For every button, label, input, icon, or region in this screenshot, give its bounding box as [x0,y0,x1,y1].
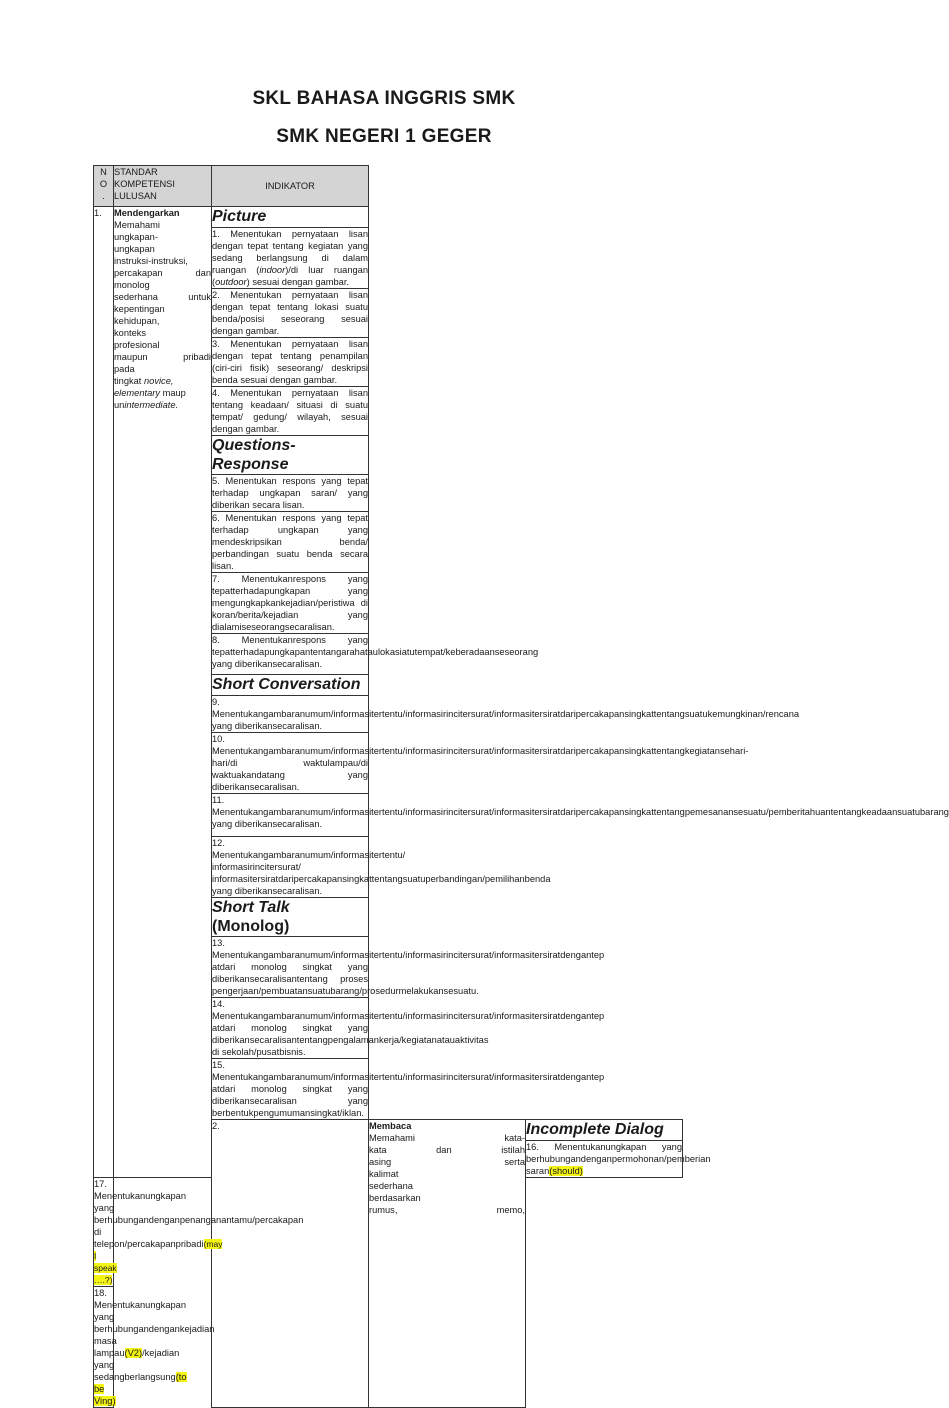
school-name: SMK NEGERI 1 GEGER [276,126,492,147]
highlight: (should) [549,1166,583,1176]
indicator-item: 10. Menentukangambaranumum/informasitertentu/informasirincitersurat/informasitersiratdaripercakapansingkattentangkegiatansehari-hari/di waktulampau/di waktuakandatang yang diberikansecaralisan. [212,734,749,792]
document-title: SKL BAHASA INGGRIS SMK [252,88,516,109]
indicator-item: 4. Menentukan pernyataan lisan tentang keadaan/ situasi di suatu tempat/ gedung/ wilayah, sesuai dengan gambar. [212,388,368,434]
table-row [94,207,683,228]
section-short-talk: Short Talk (Monolog) [212,898,369,937]
indicator-item: 1. Menentukan pernyataan lisan dengan tepat tentang kegiatan yang sedang berlangsung di dalam ruangan (indoor)/di luar ruangan (outdoor) sesuai dengan gambar. [212,229,368,287]
row-number: 2. [212,1120,369,1408]
indicator-item: 12. Menentukangambaranumum/informasitertentu/ informasirincitersurat/ informasitersiratdaripercakapansingkattentangsuatuperbandingan/pemilihanbenda yang diberikansecaralisan. [212,838,551,896]
indicator-item: 11. Menentukangambaranumum/informasitertentu/informasirincitersurat/informasitersiratdaripercakapansingkattentangpemesanansesuatu/pemberitahuantentangkeadaansuatubarang yang diberikansecaralisan. [212,794,369,837]
skl-table [93,165,949,1408]
skl-listening: Mendengarkan Memahami ungkapan- ungkapan instruksi-instruksi, percakapan dan monolog sederhana untuk kepentingan kehidupan, konteks profesional maupun pribadi pada tingkat novice, elementary maup unintermediate. [114,207,212,1178]
highlight: (to be Ving) [94,1372,187,1406]
section-questions-response: Questions-Response [212,436,369,475]
indicator-item: 14. Menentukangambaranumum/informasitertentu/informasirincitersurat/informasitersiratdengantep atdari monolog singkat yang diberikansecaralisantentangpengalamankerja/kegiatanatauaktivitas di sekolah/pusatbisnis. [212,999,605,1057]
row-number: 1. [94,207,114,1178]
indicator-item: 2. Menentukan pernyataan lisan dengan tepat tentang lokasi suatu benda/posisi seseorang sesuai dengan gambar. [212,290,368,336]
section-incomplete-dialog: Incomplete Dialog [526,1120,683,1141]
indicator-item: 17. Menentukanungkapan yang berhubungandenganpenanganantamu/percakapan di telepon/percakapanpribadi(may I speak ….?) [94,1179,304,1285]
highlight: (V2) [124,1348,143,1358]
indicator-item: 15. Menentukangambaranumum/informasitertentu/informasirincitersurat/informasitersiratdengantep atdari monolog singkat yang diberikansecaralisan yang berbentukpengumumansingkat/iklan. [212,1060,605,1118]
skl-reading: Membaca Memahami kata- kata dan istilah asing serta kalimat sederhana berdasarkan rumus, memo, [369,1120,526,1408]
indicator-item: 9. Menentukangambaranumum/informasitertentu/informasirincitersurat/informasitersiratdaripercakapansingkattentangsuatukemungkinan/rencana yang diberikansecaralisan. [212,697,800,731]
indicator-item: 7. Menentukanrespons yang tepatterhadapungkapan yang mengungkapkankejadian/peristiwa di koran/berita/kejadian yang dialamiseseorangsecaralisan. [212,574,368,632]
table-header [94,166,683,207]
indicator-item: 16. Menentukanungkapan yang berhubungandenganpermohonan/pemberian saran(should) [526,1142,711,1176]
section-picture: Picture [212,207,369,228]
indicator-item: 6. Menentukan respons yang tepat terhadap ungkapan yang mendeskripsikan benda/ perbandingan suatu benda secara lisan. [212,513,368,571]
indicator-item: 13. Menentukangambaranumum/informasitertentu/informasirincitersurat/informasitersiratdengantep atdari monolog singkat yang diberikansecaralisantentang proses pengerjaan/pembuatansuatubarang/prosedurmelakukansesuatu. [212,938,605,996]
header-skl: STANDAR KOMPETENSI LULUSAN [114,166,212,207]
indicator-item: 5. Menentukan respons yang tepat terhadap ungkapan saran/ yang diberikan secara lisan. [212,476,368,510]
indicator-item: 18. Menentukanungkapan yang berhubungandengankejadian masa lampau(V2)/kejadian yang sedangberlangsung(to be Ving) [94,1288,215,1406]
indicator-item: 3. Menentukan pernyataan lisan dengan tepat tentang penampilan (ciri-ciri fisik) seseorang/ deskripsi benda sesuai dengan gambar. [212,339,368,385]
section-short-conversation: Short Conversation [212,675,369,696]
header-no: N O . [94,166,114,207]
header-indikator: INDIKATOR [212,166,369,207]
highlight: (may I speak ….?) [94,1239,223,1285]
indicator-item: 8. Menentukanrespons yang tepatterhadapungkapantentangarahataulokasiatutempat/keberadaanseseorang yang diberikansecaralisan. [212,634,369,675]
